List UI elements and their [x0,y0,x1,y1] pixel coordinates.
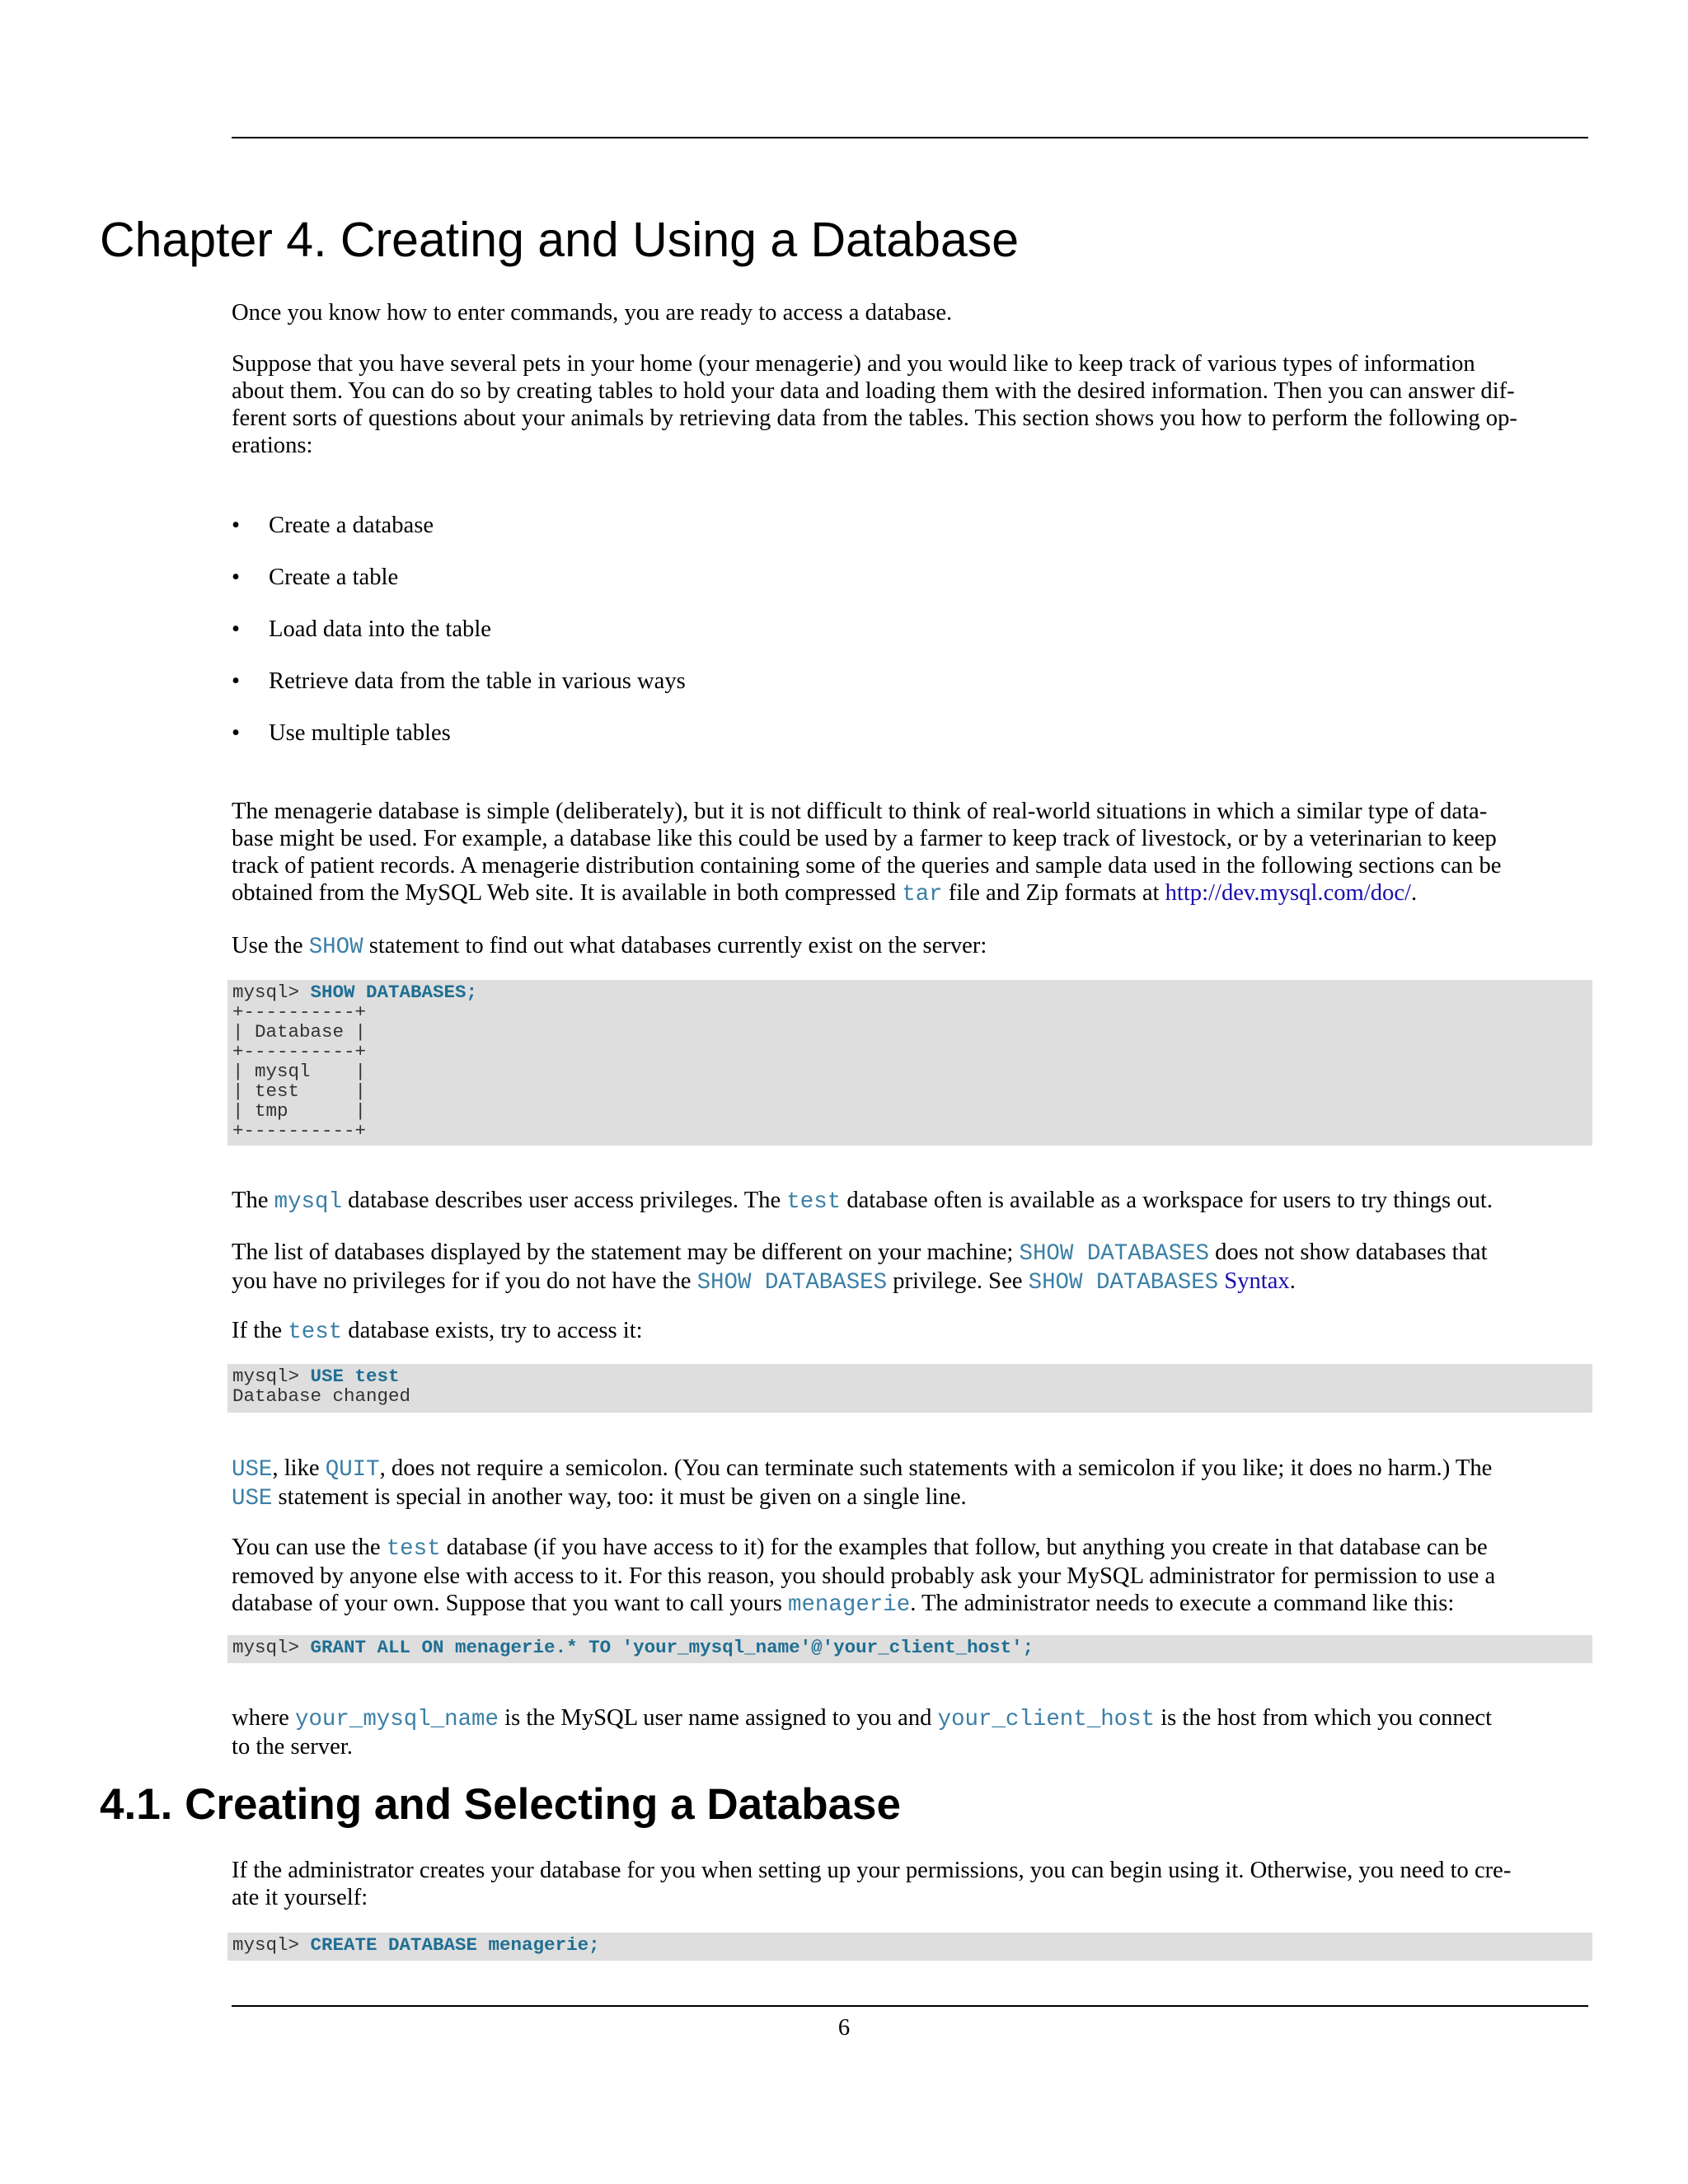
inline-code: test [386,1536,441,1562]
menagerie-paragraph [232,798,1588,908]
inline-code: SHOW [308,935,363,960]
inline-code: test [786,1189,842,1215]
text-line: Suppose that you have several pets in your home (your menagerie) and you would like to keep track of various types of information [232,351,1475,377]
code-block-use-test [227,1364,1592,1413]
use-show-paragraph: Use the SHOW statement to find out what databases currently exist on the server: [232,933,987,960]
code-output: +----------+ | Database | +----------+ | mysql | | test | | tmp | +----------+ [232,1001,367,1141]
footer-rule [232,2005,1588,2007]
text-line: You can use the test database (if you have access to it) for the examples that follow, but anything you create in that database can be [232,1535,1488,1562]
list-item: • Load data into the table [232,616,491,642]
intro-paragraph: Once you know how to enter commands, you are ready to access a database. [232,300,953,326]
if-test-paragraph: If the test database exists, try to access it: [232,1318,643,1345]
can-use-paragraph [232,1534,1588,1619]
inline-code: tar [902,882,943,907]
admin-paragraph [232,1857,1588,1911]
mysql-docs-link[interactable]: http://dev.mysql.com/doc/ [1165,880,1411,906]
text-line: The list of databases displayed by the statement may be different on your machine; SHOW DATABASES does not show databases that [232,1240,1488,1267]
code-prompt: mysql> [232,982,311,1003]
list-item: • Create a table [232,565,399,590]
code-command: SHOW DATABASES; [310,982,478,1003]
section-title: 4.1. Creating and Selecting a Database [100,1780,902,1829]
text-line: where your_mysql_name is the MySQL user name assigned to you and your_client_host is the host from which you connect [232,1705,1493,1732]
bullet-icon: • [232,720,241,746]
text-line: obtained from the MySQL Web site. It is available in both compressed tar file and Zip formats at http://dev.mysql.com/doc/. [232,880,1418,907]
text-line: ferent sorts of questions about your animals by retrieving data from the tables. This section shows you how to perform the following op- [232,405,1517,431]
inline-code: USE [232,1486,273,1511]
text-line: to the server. [232,1734,353,1760]
code-block-create-database [227,1933,1592,1961]
code-prompt: mysql> [232,1637,311,1658]
where-paragraph [232,1704,1588,1760]
text-line: USE statement is special in another way, too: it must be given on a single line. [232,1484,967,1511]
bullet-icon: • [232,513,241,538]
inline-code: mysql [274,1189,342,1215]
inline-code: SHOW DATABASES [1019,1241,1210,1267]
text-line: base might be used. For example, a database like this could be used by a farmer to keep track of livestock, or by a veterinarian to keep [232,826,1497,851]
code-prompt: mysql> [232,1934,311,1956]
text-line: ate it yourself: [232,1885,368,1910]
code-output: Database changed [232,1385,411,1407]
suppose-paragraph [232,350,1588,459]
text-line: about them. You can do so by creating tables to hold your data and loading them with the desired information. Then you can answer dif- [232,378,1515,404]
code-block-show-databases [227,980,1592,1146]
bullet-icon: • [232,565,241,590]
inline-code: your_client_host [937,1707,1156,1732]
text-line: database of your own. Suppose that you want to call yours menagerie. The administrator needs to execute a command like this: [232,1591,1455,1618]
code-command: GRANT ALL ON menagerie.* TO 'your_mysql_name'@'your_client_host'; [310,1637,1034,1658]
show-databases-syntax-link[interactable]: SHOW DATABASES Syntax [1028,1268,1290,1296]
db-list-paragraph [232,1239,1588,1296]
inline-code: QUIT [325,1457,380,1483]
text-line: you have no privileges for if you do not have the SHOW DATABASES privilege. See SHOW DATABASES Syntax. [232,1268,1296,1296]
code-prompt: mysql> [232,1366,311,1387]
inline-code: test [288,1319,343,1345]
use-quit-paragraph [232,1455,1588,1512]
text-line: USE, like QUIT, does not require a semicolon. (You can terminate such statements with a semicolon if you like; it does no harm.) The [232,1455,1493,1483]
list-item: • Retrieve data from the table in various ways [232,668,686,694]
text-line: removed by anyone else with access to it. For this reason, you should probably ask your MySQL administrator for permission to use a [232,1563,1496,1589]
inline-code: SHOW DATABASES [696,1270,888,1296]
text-line: track of patient records. A menagerie distribution containing some of the queries and sample data used in the following sections can be [232,853,1502,879]
bullet-icon: • [232,668,241,694]
inline-code: menagerie [788,1592,911,1618]
list-item: • Use multiple tables [232,720,451,746]
code-command: USE test [310,1366,400,1387]
bullet-icon: • [232,616,241,642]
chapter-title: Chapter 4. Creating and Using a Database [100,213,1020,267]
header-rule [232,137,1588,138]
code-command: CREATE DATABASE menagerie; [310,1934,600,1956]
text-line: If the administrator creates your database for you when setting up your permissions, you can begin using it. Otherwise, you need to cre- [232,1858,1512,1883]
code-block-grant [227,1635,1592,1663]
page-number: 6 [837,2015,851,2041]
mysql-db-paragraph: The mysql database describes user access privileges. The test database often is available as a workspace for users to try things out. [232,1188,1493,1215]
inline-code: your_mysql_name [295,1707,499,1732]
inline-code: USE [232,1457,273,1483]
text-line: The menagerie database is simple (deliberately), but it is not difficult to think of real-world situations in which a similar type of data- [232,799,1488,824]
list-item: • Create a database [232,513,434,538]
text-line: erations: [232,433,313,458]
